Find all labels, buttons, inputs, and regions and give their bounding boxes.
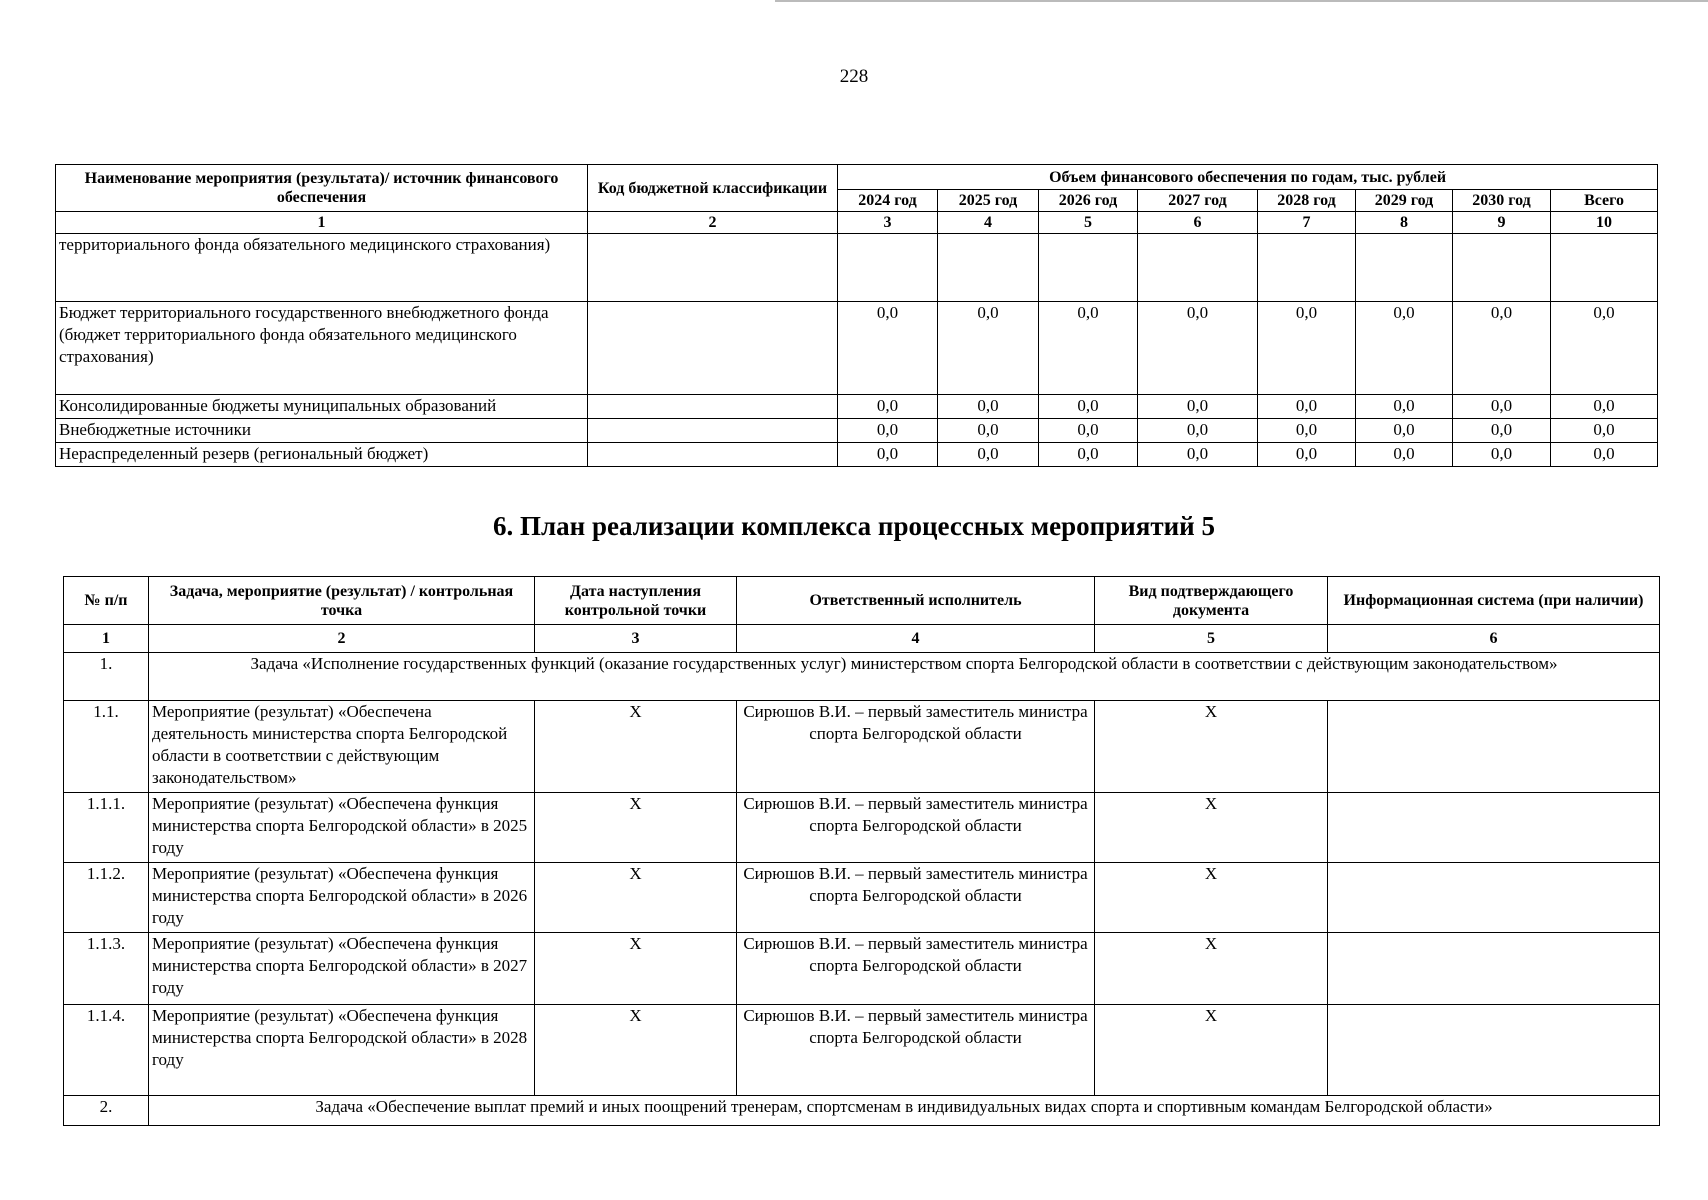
row-responsible: Сирюшов В.И. – первый заместитель министра спорта Белгородской области <box>737 701 1095 793</box>
plan-index-cell: 3 <box>535 625 737 653</box>
fin-index-cell: 3 <box>838 212 938 234</box>
row-date: X <box>535 863 737 933</box>
fin-index-cell: 10 <box>1551 212 1658 234</box>
row-responsible: Сирюшов В.И. – первый заместитель министра спорта Белгородской области <box>737 933 1095 1005</box>
fin-value: 0,0 <box>1258 443 1356 467</box>
table-row <box>56 443 1658 467</box>
plan-header-responsible: Ответственный исполнитель <box>737 577 1095 625</box>
fin-index-cell: 5 <box>1039 212 1138 234</box>
fin-value: 0,0 <box>1258 395 1356 419</box>
row-responsible: Сирюшов В.И. – первый заместитель министра спорта Белгородской области <box>737 863 1095 933</box>
plan-header-date: Дата наступления контрольной точки <box>535 577 737 625</box>
task-row <box>64 653 1660 701</box>
fin-value: 0,0 <box>838 443 938 467</box>
row-responsible: Сирюшов В.И. – первый заместитель министра спорта Белгородской области <box>737 1005 1095 1096</box>
task-text: Задача «Исполнение государственных функций (оказание государственных услуг) министерством спорта Белгородской области в соответствии с действующим законодательством» <box>149 653 1660 701</box>
table-row <box>56 302 1658 395</box>
fin-value: 0,0 <box>1258 419 1356 443</box>
fin-value: 0,0 <box>1138 419 1258 443</box>
plan-index-cell: 6 <box>1328 625 1660 653</box>
fin-index-cell: 6 <box>1138 212 1258 234</box>
row-number: 1.1.1. <box>64 793 149 863</box>
fin-value: 0,0 <box>1039 302 1138 395</box>
fin-row-code <box>588 395 838 419</box>
fin-header-code: Код бюджетной классификации <box>588 165 838 212</box>
fin-value: 0,0 <box>1138 302 1258 395</box>
row-number: 1.1.4. <box>64 1005 149 1096</box>
scan-edge-line <box>775 0 1708 2</box>
fin-value: 0,0 <box>838 395 938 419</box>
row-system <box>1328 863 1660 933</box>
fin-index-cell: 2 <box>588 212 838 234</box>
table-row <box>56 234 1658 302</box>
fin-header-group: Объем финансового обеспечения по годам, тыс. рублей <box>838 165 1658 190</box>
fin-value: 0,0 <box>1356 419 1453 443</box>
fin-value <box>938 234 1039 302</box>
fin-value: 0,0 <box>1356 395 1453 419</box>
fin-value: 0,0 <box>1138 395 1258 419</box>
plan-header-num: № п/п <box>64 577 149 625</box>
row-responsible: Сирюшов В.И. – первый заместитель министра спорта Белгородской области <box>737 793 1095 863</box>
row-name: Мероприятие (результат) «Обеспечена деятельность министерства спорта Белгородской области в соответствии с действующим законодательством» <box>149 701 535 793</box>
row-number: 1.1. <box>64 701 149 793</box>
fin-value <box>1453 234 1551 302</box>
task-number: 2. <box>64 1096 149 1126</box>
row-name: Мероприятие (результат) «Обеспечена функция министерства спорта Белгородской области» в 2028 году <box>149 1005 535 1096</box>
table-row <box>56 419 1658 443</box>
fin-header-year: 2024 год <box>838 190 938 212</box>
fin-value: 0,0 <box>1551 443 1658 467</box>
plan-index-cell: 4 <box>737 625 1095 653</box>
row-document: X <box>1095 933 1328 1005</box>
fin-header-year: 2030 год <box>1453 190 1551 212</box>
task-row <box>64 1096 1660 1126</box>
table-row <box>64 1005 1660 1096</box>
fin-value: 0,0 <box>938 395 1039 419</box>
section-title: 6. План реализации комплекса процессных мероприятий 5 <box>493 511 1215 541</box>
row-number: 1.1.2. <box>64 863 149 933</box>
row-number: 1.1.3. <box>64 933 149 1005</box>
fin-header-year: 2027 год <box>1138 190 1258 212</box>
fin-row-name: Консолидированные бюджеты муниципальных образований <box>56 395 588 419</box>
table-row <box>64 793 1660 863</box>
fin-value: 0,0 <box>1356 302 1453 395</box>
fin-value: 0,0 <box>938 302 1039 395</box>
fin-value <box>1258 234 1356 302</box>
fin-header-year: 2029 год <box>1356 190 1453 212</box>
row-document: X <box>1095 863 1328 933</box>
fin-value: 0,0 <box>1551 419 1658 443</box>
fin-index-cell: 7 <box>1258 212 1356 234</box>
table-row <box>56 395 1658 419</box>
fin-row-code <box>588 302 838 395</box>
row-system <box>1328 793 1660 863</box>
fin-row-name: Внебюджетные источники <box>56 419 588 443</box>
fin-value <box>1039 234 1138 302</box>
row-document: X <box>1095 1005 1328 1096</box>
row-system <box>1328 701 1660 793</box>
fin-value: 0,0 <box>1551 395 1658 419</box>
fin-value: 0,0 <box>1258 302 1356 395</box>
fin-row-code <box>588 443 838 467</box>
table-row <box>64 701 1660 793</box>
table-row <box>64 933 1660 1005</box>
fin-index-cell: 9 <box>1453 212 1551 234</box>
fin-index-cell: 4 <box>938 212 1039 234</box>
plan-table <box>63 576 1660 1126</box>
fin-row-name: Нераспределенный резерв (региональный бюджет) <box>56 443 588 467</box>
row-name: Мероприятие (результат) «Обеспечена функция министерства спорта Белгородской области» в 2027 году <box>149 933 535 1005</box>
fin-value: 0,0 <box>1551 302 1658 395</box>
plan-index-cell: 1 <box>64 625 149 653</box>
row-date: X <box>535 793 737 863</box>
task-number: 1. <box>64 653 149 701</box>
plan-header-system: Информационная система (при наличии) <box>1328 577 1660 625</box>
fin-value <box>1138 234 1258 302</box>
fin-row-name: Бюджет территориального государственного внебюджетного фонда (бюджет территориального фонда обязательного медицинского страхования) <box>56 302 588 395</box>
fin-index-cell: 1 <box>56 212 588 234</box>
fin-value: 0,0 <box>1453 395 1551 419</box>
fin-value: 0,0 <box>838 419 938 443</box>
fin-value: 0,0 <box>838 302 938 395</box>
row-document: X <box>1095 701 1328 793</box>
fin-value: 0,0 <box>1453 302 1551 395</box>
fin-value: 0,0 <box>938 443 1039 467</box>
fin-value: 0,0 <box>1453 443 1551 467</box>
row-name: Мероприятие (результат) «Обеспечена функция министерства спорта Белгородской области» в 2025 году <box>149 793 535 863</box>
row-date: X <box>535 1005 737 1096</box>
fin-value: 0,0 <box>1039 395 1138 419</box>
financing-table <box>55 164 1658 467</box>
task-text: Задача «Обеспечение выплат премий и иных поощрений тренерам, спортсменам в индивидуальных видах спорта и спортивным командам Белгородской области» <box>149 1096 1660 1126</box>
fin-header-year: 2028 год <box>1258 190 1356 212</box>
fin-value: 0,0 <box>1039 419 1138 443</box>
row-document: X <box>1095 793 1328 863</box>
fin-row-name: территориального фонда обязательного медицинского страхования) <box>56 234 588 302</box>
fin-value: 0,0 <box>938 419 1039 443</box>
page-number: 228 <box>839 66 869 87</box>
fin-header-year: 2025 год <box>938 190 1039 212</box>
fin-value: 0,0 <box>1453 419 1551 443</box>
fin-value <box>838 234 938 302</box>
fin-value <box>1551 234 1658 302</box>
plan-index-cell: 5 <box>1095 625 1328 653</box>
fin-index-cell: 8 <box>1356 212 1453 234</box>
fin-value <box>1356 234 1453 302</box>
row-system <box>1328 1005 1660 1096</box>
fin-header-name: Наименование мероприятия (результата)/ источник финансового обеспечения <box>56 165 588 212</box>
row-system <box>1328 933 1660 1005</box>
plan-header-document: Вид подтверждающего документа <box>1095 577 1328 625</box>
fin-header-year: 2026 год <box>1039 190 1138 212</box>
fin-value: 0,0 <box>1039 443 1138 467</box>
row-name: Мероприятие (результат) «Обеспечена функция министерства спорта Белгородской области» в 2026 году <box>149 863 535 933</box>
fin-value: 0,0 <box>1356 443 1453 467</box>
fin-row-code <box>588 234 838 302</box>
table-row <box>64 863 1660 933</box>
fin-value: 0,0 <box>1138 443 1258 467</box>
fin-header-total: Всего <box>1551 190 1658 212</box>
row-date: X <box>535 933 737 1005</box>
row-date: X <box>535 701 737 793</box>
plan-index-cell: 2 <box>149 625 535 653</box>
fin-row-code <box>588 419 838 443</box>
plan-header-task: Задача, мероприятие (результат) / контрольная точка <box>149 577 535 625</box>
